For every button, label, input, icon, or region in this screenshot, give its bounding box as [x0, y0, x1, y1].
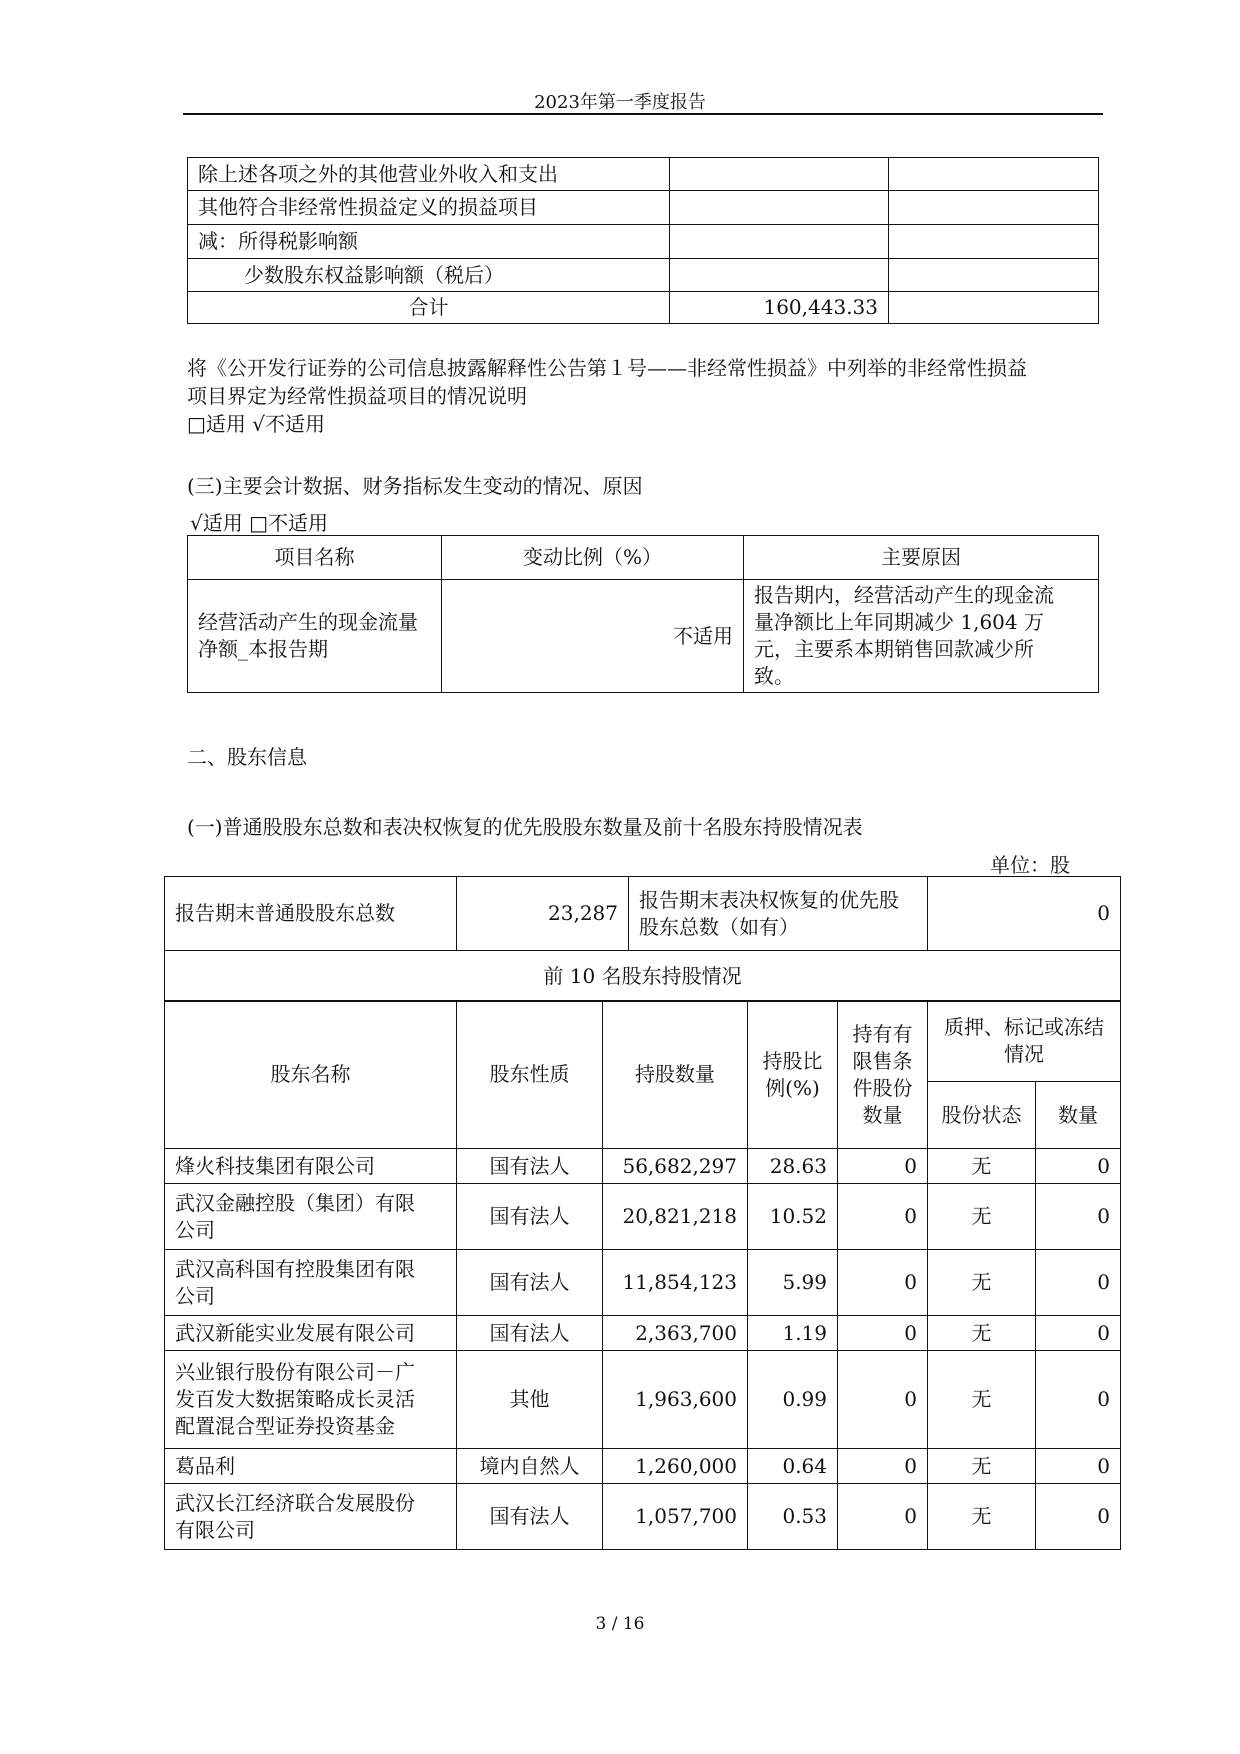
header-ratio-line: 持股比 [762, 1048, 823, 1073]
holder-name-line: 兴业银行股份有限公司－广 [175, 1360, 415, 1384]
preferred-holders-value: 0 [928, 877, 1121, 951]
holder-nature: 国有法人 [457, 1484, 603, 1550]
header-pledge-qty: 数量 [1036, 1082, 1121, 1149]
nonrecurring-row-value [670, 191, 889, 225]
preferred-holders-label [629, 877, 928, 951]
nonrecurring-row-note [889, 191, 1099, 225]
holder-ratio: 1.19 [748, 1316, 838, 1351]
holder-shares: 1,260,000 [603, 1449, 748, 1484]
nonrecurring-row-note [889, 158, 1099, 191]
header-ratio-line: 例(%) [765, 1075, 820, 1100]
applicability-checkbox-line: □适用 √不适用 [187, 412, 325, 436]
nonrecurring-total-note [889, 292, 1099, 324]
header-restricted-line: 持有有 [852, 1021, 913, 1046]
holder-nature: 国有法人 [457, 1184, 603, 1250]
holder-name [165, 1250, 457, 1316]
holder-name-line: 配置混合型证券投资基金 [175, 1414, 395, 1438]
total-holders-label: 报告期末普通股股东总数 [165, 877, 457, 951]
holder-shares: 20,821,218 [603, 1184, 748, 1250]
holder-nature: 境内自然人 [457, 1449, 603, 1484]
holder-ratio: 0.53 [748, 1484, 838, 1550]
holder-name [165, 1484, 457, 1550]
holder-qty: 0 [1036, 1184, 1121, 1250]
holder-name-line: 有限公司 [175, 1517, 255, 1542]
holder-nature: 国有法人 [457, 1149, 603, 1184]
holder-qty: 0 [1036, 1149, 1121, 1184]
nonrecurring-row-label: 除上述各项之外的其他营业外收入和支出 [188, 158, 670, 191]
table-row [165, 1449, 1121, 1484]
header-restricted [838, 1001, 928, 1149]
page-number: 3 / 16 [595, 1614, 645, 1634]
holder-name [165, 1449, 457, 1484]
header-holder-name: 股东名称 [165, 1001, 457, 1149]
holder-status: 无 [928, 1149, 1036, 1184]
change-header-item: 项目名称 [188, 536, 442, 580]
change-reason-line: 量净额比上年同期减少 1,604 万 [754, 610, 1044, 634]
holder-shares: 1,057,700 [603, 1484, 748, 1550]
holder-status: 无 [928, 1484, 1036, 1550]
change-table [187, 535, 1099, 693]
holder-name-line: 公司 [175, 1217, 215, 1242]
header-restricted-line: 限售条 [852, 1048, 913, 1073]
holder-qty: 0 [1036, 1316, 1121, 1351]
header-divider [183, 113, 1103, 115]
holder-name-line: 葛品利 [175, 1453, 235, 1478]
holder-name-line: 武汉新能实业发展有限公司 [175, 1320, 415, 1345]
header-shares: 持股数量 [603, 1001, 748, 1149]
holder-restricted: 0 [838, 1184, 928, 1250]
preferred-label-line: 报告期末表决权恢复的优先股 [639, 887, 899, 912]
holder-shares: 56,682,297 [603, 1149, 748, 1184]
holder-restricted: 0 [838, 1484, 928, 1550]
nonrecurring-row-value [670, 259, 889, 292]
holder-ratio: 28.63 [748, 1149, 838, 1184]
holder-ratio: 0.99 [748, 1351, 838, 1449]
top10-table [164, 1000, 1121, 1550]
table-row [165, 1184, 1121, 1250]
holder-shares: 2,363,700 [603, 1316, 748, 1351]
holder-nature: 其他 [457, 1351, 603, 1449]
change-header-ratio: 变动比例（%） [442, 536, 744, 580]
header-ratio [748, 1001, 838, 1149]
table-row [165, 1149, 1121, 1184]
holder-qty: 0 [1036, 1484, 1121, 1550]
header-pledge [928, 1001, 1121, 1082]
change-item-line: 净额_本报告期 [198, 637, 328, 661]
holder-name [165, 1351, 457, 1449]
holder-ratio: 0.64 [748, 1449, 838, 1484]
explanation-paragraph [187, 354, 1127, 438]
table-row [165, 1351, 1121, 1449]
holder-shares: 11,854,123 [603, 1250, 748, 1316]
section-shareholders-title: 二、股东信息 [187, 745, 307, 769]
holder-restricted: 0 [838, 1316, 928, 1351]
table-row [165, 1316, 1121, 1351]
holder-name [165, 1184, 457, 1250]
nonrecurring-row-note [889, 259, 1099, 292]
header-share-status: 股份状态 [928, 1082, 1036, 1149]
header-restricted-line: 件股份 [852, 1075, 913, 1100]
holder-nature: 国有法人 [457, 1250, 603, 1316]
nonrecurring-row-label: 少数股东权益影响额（税后） [188, 259, 670, 292]
header-restricted-line: 数量 [862, 1102, 903, 1127]
top10-title: 前 10 名股东持股情况 [165, 951, 1121, 1002]
holder-ratio: 10.52 [748, 1184, 838, 1250]
nonrecurring-row-value [670, 225, 889, 259]
holder-qty: 0 [1036, 1250, 1121, 1316]
holder-status: 无 [928, 1351, 1036, 1449]
change-ratio-cell: 不适用 [442, 580, 744, 693]
unit-label: 单位：股 [990, 853, 1070, 877]
change-reason-line: 报告期内，经营活动产生的现金流 [754, 583, 1054, 607]
nonrecurring-row-label: 其他符合非经常性损益定义的损益项目 [188, 191, 670, 225]
holder-name-line: 发百发大数据策略成长灵活 [175, 1387, 415, 1411]
change-reason-line: 元，主要系本期销售回款减少所 [754, 637, 1034, 661]
holder-name [165, 1316, 457, 1351]
nonrecurring-total-label: 合计 [188, 292, 670, 324]
holder-name [165, 1149, 457, 1184]
change-header-reason: 主要原因 [744, 536, 1099, 580]
table-row [165, 1250, 1121, 1316]
nonrecurring-row-note [889, 225, 1099, 259]
holder-shares: 1,963,600 [603, 1351, 748, 1449]
explanation-line: 项目界定为经常性损益项目的情况说明 [187, 384, 527, 408]
holder-status: 无 [928, 1250, 1036, 1316]
holder-status: 无 [928, 1449, 1036, 1484]
holder-name-line: 烽火科技集团有限公司 [175, 1153, 375, 1178]
total-holders-value: 23,287 [457, 877, 629, 951]
nonrecurring-table [187, 157, 1099, 324]
header-holder-nature: 股东性质 [457, 1001, 603, 1149]
change-item-line: 经营活动产生的现金流量 [198, 610, 418, 634]
holder-name-line: 武汉高科国有控股集团有限 [175, 1256, 415, 1281]
header-pledge-line: 情况 [1004, 1042, 1044, 1066]
change-reason-line: 致。 [754, 664, 794, 688]
shareholder-summary-table [164, 876, 1121, 1002]
holder-nature: 国有法人 [457, 1316, 603, 1351]
holder-restricted: 0 [838, 1449, 928, 1484]
nonrecurring-total-value: 160,443.33 [670, 292, 889, 324]
holder-status: 无 [928, 1316, 1036, 1351]
holder-name-line: 武汉金融控股（集团）有限 [175, 1190, 415, 1215]
nonrecurring-row-label: 减：所得税影响额 [188, 225, 670, 259]
holder-restricted: 0 [838, 1351, 928, 1449]
holder-qty: 0 [1036, 1449, 1121, 1484]
header-pledge-line: 质押、标记或冻结 [944, 1015, 1104, 1039]
holder-restricted: 0 [838, 1149, 928, 1184]
preferred-label-line: 股东总数（如有） [639, 914, 799, 939]
change-reason-cell [744, 580, 1099, 693]
holder-qty: 0 [1036, 1351, 1121, 1449]
explanation-line: 将《公开发行证券的公司信息披露解释性公告第１号——非经常性损益》中列举的非经常性损益 [187, 356, 1027, 380]
page-header-title: 2023年第一季度报告 [534, 92, 706, 113]
change-item-cell [188, 580, 442, 693]
section3-applicability: √适用 □不适用 [190, 511, 328, 535]
holder-restricted: 0 [838, 1250, 928, 1316]
nonrecurring-row-value [670, 158, 889, 191]
holder-status: 无 [928, 1184, 1036, 1250]
section3-title: (三)主要会计数据、财务指标发生变动的情况、原因 [187, 474, 643, 498]
table-row [165, 1484, 1121, 1550]
holder-name-line: 武汉长江经济联合发展股份 [175, 1490, 415, 1515]
holder-ratio: 5.99 [748, 1250, 838, 1316]
holder-name-line: 公司 [175, 1283, 215, 1308]
section-shareholders-subtitle: (一)普通股股东总数和表决权恢复的优先股股东数量及前十名股东持股情况表 [187, 815, 863, 839]
